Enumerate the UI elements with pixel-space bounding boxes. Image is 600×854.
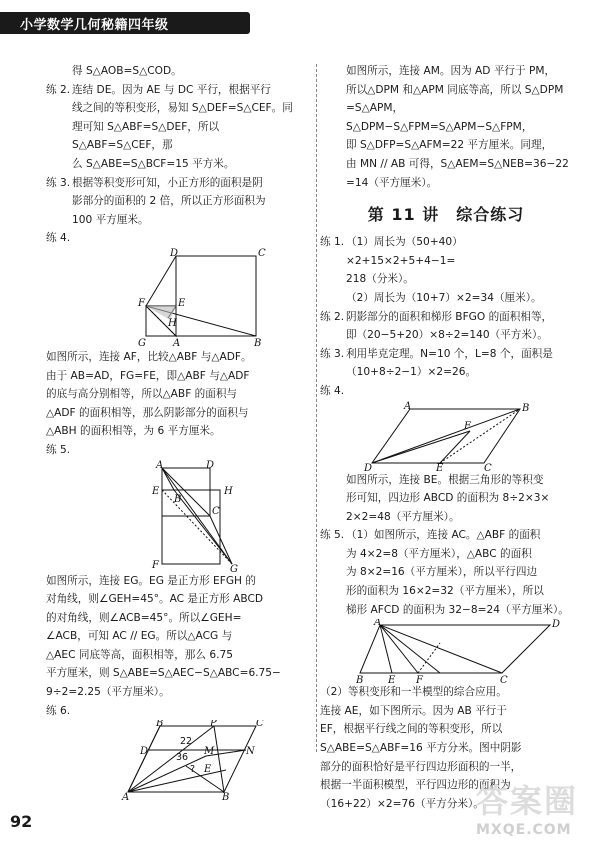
text-line: 的对角线，则∠ACB=45°。所以∠GEH=	[46, 611, 242, 624]
practice-1	[320, 233, 572, 307]
label-B-bottom: B	[222, 792, 230, 803]
label-E: E	[204, 764, 212, 776]
label-G: G	[138, 337, 146, 348]
text-line: 9÷2=2.25（平方厘米）。	[46, 686, 170, 699]
label-F: F	[416, 675, 423, 684]
label-F: F	[464, 420, 471, 432]
text-line: △AEC 同底等高，面积相等，那么 6.75	[46, 648, 233, 661]
exercise-label: 练 5.	[320, 529, 345, 542]
exercise-label: 练 4.	[46, 232, 71, 245]
text-line: 为 4×2=8（平方厘米），△ABC 的面积	[346, 547, 532, 560]
exercise-4-text	[46, 348, 308, 441]
text-line: 如图所示，连接 AF，比较△ABF 与△ADF。	[46, 350, 252, 363]
lesson-title: 第 11 讲 综合练习	[367, 205, 525, 225]
column-divider	[316, 64, 317, 752]
figure-practice-5	[320, 619, 572, 683]
text-line: △ADF 的面积相等，那么阴影部分的面积与	[46, 406, 249, 419]
book-title: 小学数学几何秘籍四年级	[20, 18, 169, 33]
text-line: 即 S△DFP=S△AFM=22 平方厘米。同理，	[346, 139, 553, 152]
label-M: M	[204, 746, 215, 758]
text-line: 形的面积为 16×2=32（平方厘米），所以	[346, 585, 544, 598]
text-line: 平方厘米，则 S△ABE=S△AEC−S△ABC=6.75−	[46, 667, 281, 680]
practice-2	[320, 308, 572, 345]
text-line: （2）周长为（10+7）×2=34（厘米）。	[346, 291, 542, 304]
label-B: B	[174, 493, 182, 505]
text-line: 影部分的面积的 2 倍，所以正方形面积为	[72, 195, 266, 208]
text-line: 所以△DPM 和△APM 同底等高，所以 S△DPM	[346, 83, 564, 96]
text-line: △ABH 的面积相等，为 6 平方厘米。	[46, 425, 221, 438]
text-line: 得 S△AOB=S△COD。	[72, 65, 182, 77]
exercise-label: 练 2.	[320, 310, 345, 323]
text-line: 线之间的等积变形，易知 S△DEF=S△CEF。同	[72, 102, 293, 115]
text-line: 100 平方厘米。	[72, 213, 149, 226]
page-header	[0, 12, 600, 34]
label-A: A	[156, 459, 164, 471]
value-22: 22	[180, 736, 193, 748]
label-A: A	[404, 400, 412, 412]
label-E: E	[152, 485, 160, 497]
label-E: E	[388, 675, 396, 684]
label-D: D	[140, 746, 149, 758]
label-D: D	[552, 619, 561, 631]
label-A: A	[374, 619, 382, 629]
text-line: （1）如图所示，连接 AC。△ABF 的面积	[346, 529, 541, 542]
text-line: 为 8×2=16（平方厘米），所以平行四边	[346, 566, 538, 579]
text-line: =S△APM，S△DPM−S△FPM=S△APM−S△FPM，	[346, 102, 533, 133]
text-line: （2）等积变形和一半模型的综合应用。	[320, 686, 507, 699]
figure-exercise-4	[46, 248, 308, 348]
label-F: F	[138, 297, 145, 309]
exercise-label: 练 5.	[46, 443, 71, 456]
text-line: 的底与高分别相等，所以△ABF 的面积与	[46, 388, 238, 401]
label-D: D	[170, 247, 179, 259]
label-C: C	[256, 720, 264, 730]
text-line: （16+22）×2=76（平方分米）。	[320, 797, 484, 810]
text-line: （10+8÷2−1）×2=26。	[346, 366, 477, 379]
figure-exercise-6	[46, 720, 308, 802]
practice-5	[320, 526, 572, 619]
text-line: EF，根据平行线之间的等积变形，所以	[320, 723, 503, 736]
label-C: C	[484, 462, 492, 471]
text-line: =14（平方厘米）。	[346, 176, 438, 189]
value-36: 36	[176, 752, 189, 764]
label-E: E	[436, 462, 444, 471]
text-line: （1）周长为（50+40）×2+15×2+5+4−1=	[346, 236, 463, 267]
left-column	[46, 62, 308, 802]
label-B: B	[522, 402, 530, 414]
exercise-label: 练 4.	[320, 384, 345, 397]
label-E: E	[178, 297, 186, 309]
label-D: D	[364, 462, 373, 471]
label-D: D	[206, 459, 215, 471]
text-line: ∠ACB，可知 AC // EG。所以△ACG 与	[46, 630, 233, 643]
figure-exercise-5	[46, 460, 308, 572]
label-B: B	[356, 675, 364, 684]
text-line: 由于 AB=AD，FG=FE，即△ABF 与△ADF	[46, 369, 250, 382]
watermark-logo: 答案圈	[476, 782, 579, 820]
label-G: G	[230, 563, 238, 572]
label-C: C	[212, 505, 220, 517]
label-N: N	[246, 746, 255, 758]
text-line: 218（分米）。	[346, 273, 414, 286]
watermark-url: MXQE.COM	[476, 822, 572, 838]
unknown-mark: ?	[190, 764, 196, 776]
label-B: B	[254, 337, 262, 348]
exercise-5-text	[46, 572, 308, 702]
label-F: F	[152, 559, 159, 571]
label-C: C	[258, 247, 266, 259]
figure-practice-4	[320, 401, 572, 471]
text-line: 根据一半面积模型，平行四边形的面积为	[320, 779, 511, 792]
text-line: 形可知，四边形 ABCD 的面积为 8÷2×3×	[346, 492, 550, 505]
exercise-2	[46, 81, 308, 174]
text-line: 利用毕克定理。N=10 个，L=8 个，面积是	[346, 347, 553, 360]
text-line: 2×2=48（平方厘米）。	[346, 510, 460, 523]
exercise-label: 练 3.	[320, 347, 345, 360]
label-H: H	[224, 485, 233, 497]
text-line: 理可知 S△ABF=S△DEF，所以 S△ABF=S△CEF，那	[72, 120, 220, 152]
text-line: 由 MN // AB 可得，S△AEM=S△NEB=36−22	[346, 157, 569, 170]
text-line: 如图所示，连接 BE。根据三角形的等积变	[346, 473, 544, 486]
exercise-label: 练 1.	[320, 236, 345, 249]
right-column	[320, 62, 572, 813]
text-line: S△ABE=S△ABF=16 平方分米。图中阴影	[320, 742, 522, 755]
label-B: B	[156, 720, 164, 730]
text-line: 连结 DE。因为 AE 与 DC 平行，根据平行	[72, 83, 271, 96]
label-A: A	[122, 792, 130, 803]
exercise-label: 练 6.	[46, 704, 71, 717]
label-A: A	[173, 337, 181, 348]
label-P: P	[210, 720, 217, 730]
text-line: 即（20−5+20）×8÷2=140（平方米）。	[346, 329, 548, 342]
text-line: 梯形 AFCD 的面积为 32−8=24（平方厘米）。	[346, 603, 569, 616]
text-line: 如图所示，连接 EG。EG 是正方形 EFGH 的	[46, 574, 256, 587]
label-H: H	[168, 317, 177, 329]
text-line: 部分的面积恰好是平行四边形面积的一半，	[320, 760, 522, 773]
exercise-3	[46, 174, 308, 230]
text-line: 对角线，则∠GEH=45°。AC 是正方形 ABCD	[46, 593, 264, 606]
text-line: 么 S△ABE=S△BCF=15 平方米。	[72, 157, 235, 170]
practice-4-text	[320, 471, 572, 527]
text-line: 根据等积变形可知，小正方形的面积是阴	[72, 176, 263, 189]
exercise-label: 练 2.	[46, 83, 71, 96]
text-line: 连接 AE，如下图所示。因为 AB 平行于	[320, 704, 507, 717]
text-line: 阴影部分的面积和梯形 BFGO 的面积相等，	[346, 310, 553, 323]
page-number: 92	[10, 812, 33, 831]
text-line: 如图所示，连接 AM。因为 AD 平行于 PM，	[346, 65, 556, 77]
practice-3	[320, 345, 572, 382]
exercise-6-continued	[320, 62, 572, 192]
exercise-label: 练 3.	[46, 176, 71, 189]
label-C: C	[500, 675, 508, 684]
